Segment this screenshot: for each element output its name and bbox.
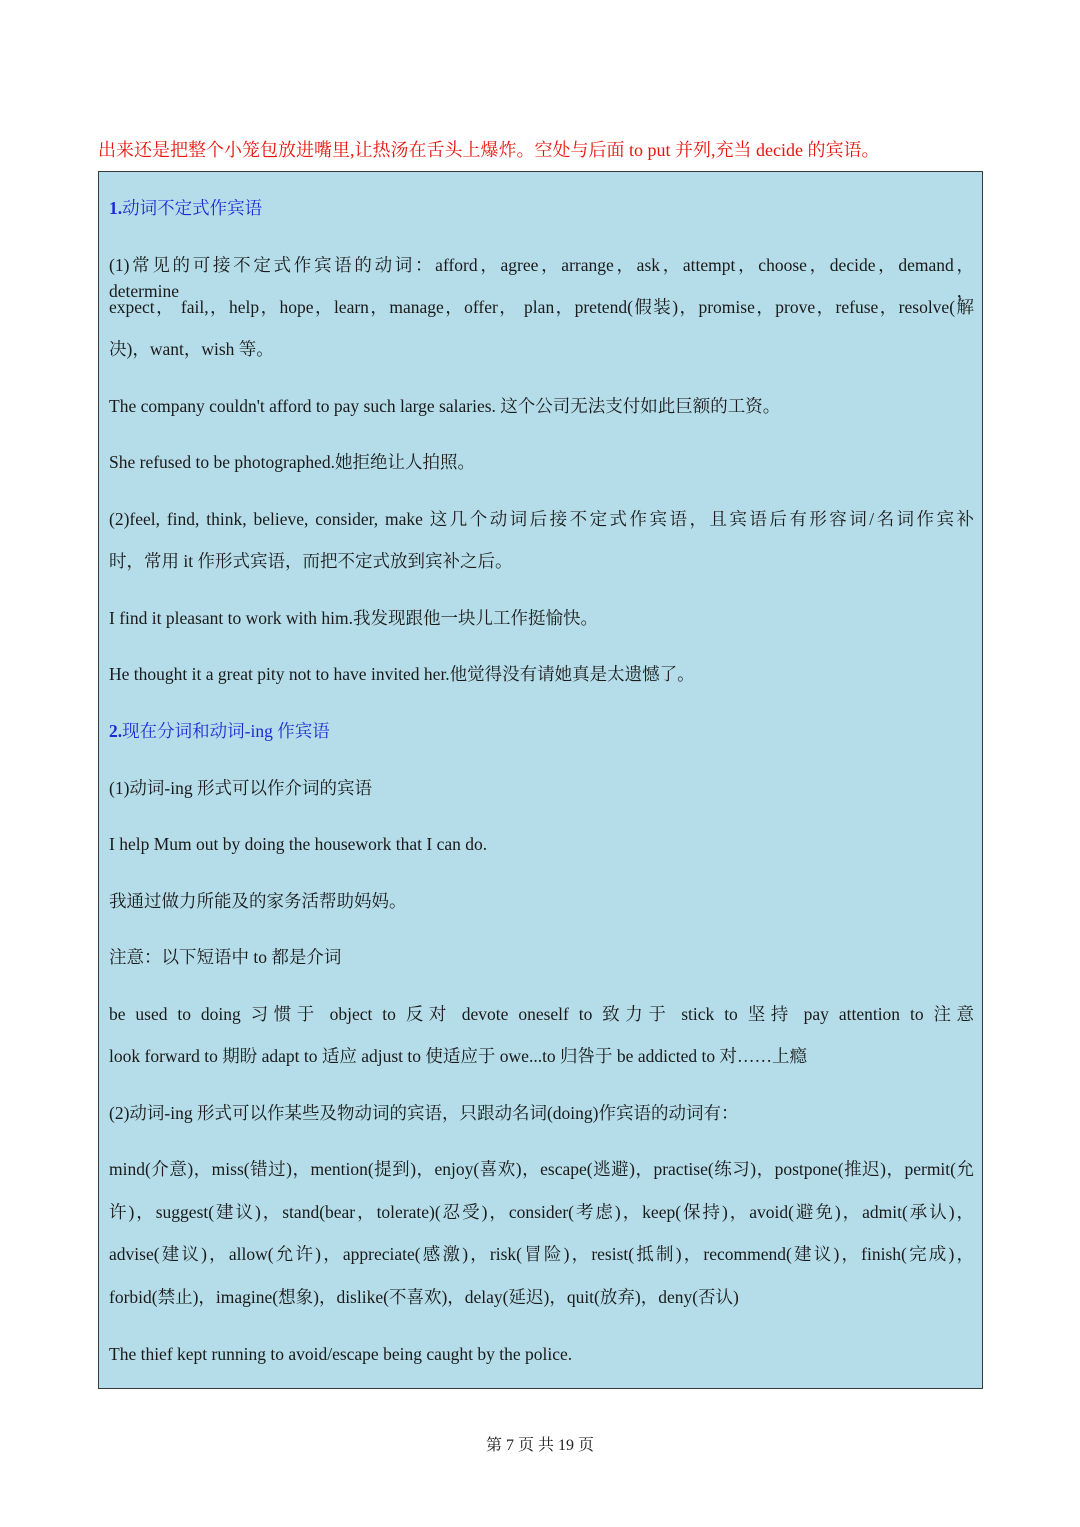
section-2-title: 现在分词和动词-ing 作宾语 [122,721,330,741]
section-2-para-1: (1)动词-ing 形式可以作介词的宾语 [109,778,372,798]
section-2-verbs-line-1: mind(介意)，miss(错过)，mention(提到)，enjoy(喜欢)，escape(逃避)，practise(练习)，postpone(推迟)，permit(允 [109,1159,974,1179]
section-1-number: 1. [109,198,123,218]
section-1-title: 动词不定式作宾语 [122,198,263,218]
section-2-verbs-line-3: advise(建议)，allow(允许)，appreciate(感激)，risk(冒险)，resist(抵制)，recommend(建议)，finish(完成)， [109,1244,974,1264]
section-2-example-1-zh: 我通过做力所能及的家务活帮助妈妈。 [109,891,407,911]
section-2-phrases-line-1: be used to doing 习惯于 object to 反对 devote oneself to 致力于 stick to 坚持 pay attention to 注意 [109,1004,974,1024]
section-2-verbs-line-2: 许)，suggest(建议)，stand(bear，tolerate)(忍受)，consider(考虑)，keep(保持)，avoid(避免)，admit(承认)， [109,1202,974,1222]
section-2-example-2: The thief kept running to avoid/escape being caught by the police. [109,1344,573,1364]
section-1-para-1-line-2: expect， fail,，help，hope，learn，manage，offer， plan，pretend(假装)，promise，prove，refuse，resolve(解 [109,297,974,317]
section-2-heading [109,718,330,744]
section-1-example-1: The company couldn't afford to pay such large salaries. 这个公司无法支付如此巨额的工资。 [109,396,781,416]
section-1-example-2: She refused to be photographed.她拒绝让人拍照。 [109,452,475,472]
continued-explanation-text: 出来还是把整个小笼包放进嘴里,让热汤在舌头上爆炸。空处与后面 to put 并列,充当 decide 的宾语。 [98,140,880,160]
section-1-para-2-line-1: (2)feel, find, think, believe, consider, make 这几个动词后接不定式作宾语，且宾语后有形容词/名词作宾补 [109,509,974,529]
section-1-example-3: I find it pleasant to work with him.我发现跟他一块儿工作挺愉快。 [109,608,598,628]
section-2-example-1-en: I help Mum out by doing the housework that I can do. [109,834,488,854]
section-1-para-2-line-2: 时，常用 it 作形式宾语，而把不定式放到宾补之后。 [109,551,513,571]
section-2-verbs-line-4: forbid(禁止)，imagine(想象)，dislike(不喜欢)，delay(延迟)，quit(放弃)，deny(否认) [109,1287,739,1307]
section-1-example-4: He thought it a great pity not to have invited her.他觉得没有请她真是太遗憾了。 [109,664,695,684]
section-2-phrases-line-2: look forward to 期盼 adapt to 适应 adjust to 使适应于 owe...to 归咎于 be addicted to 对……上瘾 [109,1046,807,1066]
section-1-para-1-line-3: 决)，want，wish 等。 [109,339,274,359]
section-2-para-2: (2)动词-ing 形式可以作某些及物动词的宾语，只跟动名词(doing)作宾语的动词有： [109,1103,739,1123]
section-2-number: 2. [109,721,123,741]
page-number-footer: 第 7 页 共 19 页 [485,1437,594,1454]
section-1-heading [109,195,262,221]
grammar-box [98,171,983,1389]
section-1-para-1-line-1: (1)常见的可接不定式作宾语的动词：afford，agree，arrange，ask，attempt，choose，decide，demand，determine， [109,255,974,301]
section-2-note: 注意：以下短语中 to 都是介词 [109,947,342,967]
